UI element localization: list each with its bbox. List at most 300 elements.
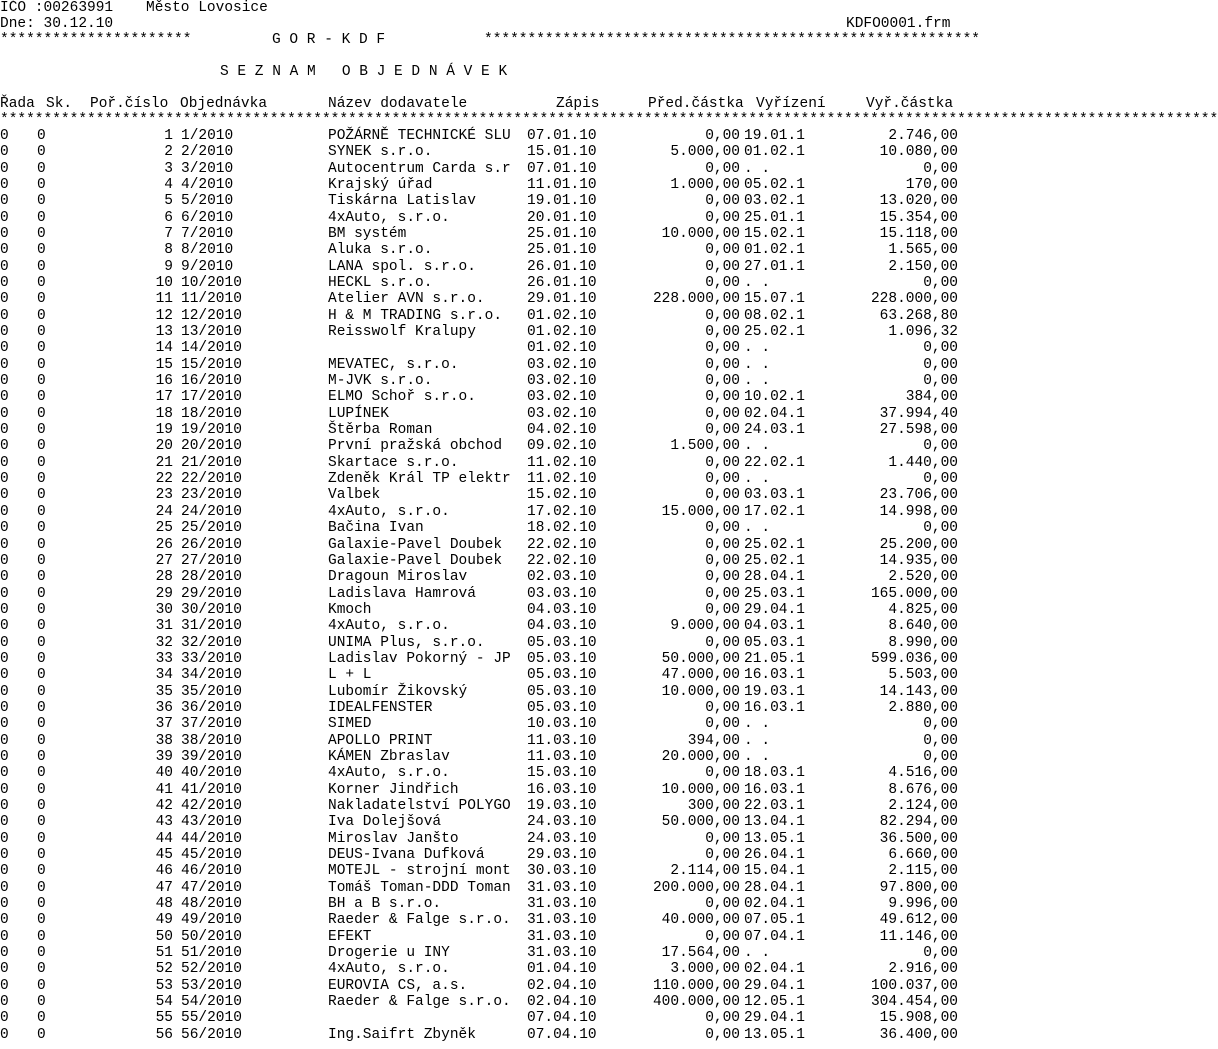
table-row xyxy=(0,978,960,994)
cell-vyrizeni: 26.04.1 xyxy=(744,846,805,863)
cell-nazev: Tiskárna Latislav xyxy=(328,193,476,210)
cell-sk: 0 xyxy=(37,748,46,765)
cell-sk: 0 xyxy=(37,765,46,782)
cell-sk: 0 xyxy=(37,846,46,863)
cell-por-cislo: 15 xyxy=(155,356,173,373)
cell-objednavka: 34/2010 xyxy=(181,667,242,684)
cell-sk: 0 xyxy=(37,716,46,733)
cell-pred-castka: 5.000,00 xyxy=(670,144,740,161)
table-row xyxy=(0,504,960,520)
cell-vyrizeni: 02.04.1 xyxy=(744,405,805,422)
cell-objednavka: 29/2010 xyxy=(181,585,242,602)
cell-rada: 0 xyxy=(0,389,9,406)
cell-sk: 0 xyxy=(37,895,46,912)
cell-zapis: 19.01.10 xyxy=(527,193,597,210)
cell-zapis: 09.02.10 xyxy=(527,438,597,455)
cell-objednavka: 30/2010 xyxy=(181,601,242,618)
cell-nazev: Galaxie-Pavel Doubek xyxy=(328,552,503,569)
cell-zapis: 03.02.10 xyxy=(527,405,597,422)
cell-por-cislo: 24 xyxy=(155,503,173,520)
cell-rada: 0 xyxy=(0,160,9,177)
cell-pred-castka: 15.000,00 xyxy=(661,503,740,520)
cell-por-cislo: 38 xyxy=(155,732,173,749)
cell-nazev: H & M TRADING s.r.o. xyxy=(328,307,503,324)
cell-rada: 0 xyxy=(0,994,9,1011)
cell-por-cislo: 10 xyxy=(155,275,173,292)
cell-vyr-castka: 2.520,00 xyxy=(888,569,958,586)
cell-objednavka: 32/2010 xyxy=(181,634,242,651)
table-row xyxy=(0,945,960,961)
table-row xyxy=(0,749,960,765)
cell-vyrizeni: 03.02.1 xyxy=(744,193,805,210)
cell-nazev: Kmoch xyxy=(328,601,372,618)
cell-vyr-castka: 0,00 xyxy=(923,356,958,373)
header-line-3 xyxy=(0,32,980,48)
cell-por-cislo: 42 xyxy=(155,797,173,814)
cell-pred-castka: 0,00 xyxy=(705,585,740,602)
cell-vyrizeni: 25.02.1 xyxy=(744,324,805,341)
cell-rada: 0 xyxy=(0,650,9,667)
cell-zapis: 24.03.10 xyxy=(527,830,597,847)
cell-sk: 0 xyxy=(37,160,46,177)
cell-por-cislo: 43 xyxy=(155,814,173,831)
cell-nazev: Bačina Ivan xyxy=(328,520,424,537)
cell-zapis: 16.03.10 xyxy=(527,781,597,798)
cell-sk: 0 xyxy=(37,422,46,439)
cell-vyr-castka: 0,00 xyxy=(923,275,958,292)
cell-objednavka: 38/2010 xyxy=(181,732,242,749)
cell-por-cislo: 32 xyxy=(155,634,173,651)
cell-nazev: Zdeněk Král TP elektr xyxy=(328,471,511,488)
cell-objednavka: 36/2010 xyxy=(181,699,242,716)
cell-vyrizeni: 29.04.1 xyxy=(744,977,805,994)
cell-por-cislo: 16 xyxy=(155,373,173,390)
table-row xyxy=(0,406,960,422)
cell-pred-castka: 0,00 xyxy=(705,569,740,586)
cell-vyr-castka: 165.000,00 xyxy=(870,585,958,602)
cell-vyrizeni: 01.02.1 xyxy=(744,144,805,161)
cell-por-cislo: 20 xyxy=(155,438,173,455)
cell-nazev: Lubomír Žikovský xyxy=(328,683,468,700)
cell-vyr-castka: 27.598,00 xyxy=(879,422,958,439)
cell-vyr-castka: 384,00 xyxy=(905,389,958,406)
cell-objednavka: 6/2010 xyxy=(181,209,234,226)
cell-zapis: 10.03.10 xyxy=(527,716,597,733)
cell-zapis: 05.03.10 xyxy=(527,699,597,716)
cell-objednavka: 23/2010 xyxy=(181,487,242,504)
cell-zapis: 02.04.10 xyxy=(527,994,597,1011)
cell-rada: 0 xyxy=(0,373,9,390)
cell-vyrizeni: . . xyxy=(744,340,771,357)
cell-por-cislo: 52 xyxy=(155,961,173,978)
cell-nazev: UNIMA Plus, s.r.o. xyxy=(328,634,485,651)
cell-vyr-castka: 8.990,00 xyxy=(888,634,958,651)
cell-vyrizeni: . . xyxy=(744,520,771,537)
table-row xyxy=(0,863,960,879)
cell-objednavka: 19/2010 xyxy=(181,422,242,439)
cell-pred-castka: 10.000,00 xyxy=(661,781,740,798)
cell-por-cislo: 17 xyxy=(155,389,173,406)
cell-rada: 0 xyxy=(0,945,9,961)
cell-objednavka: 41/2010 xyxy=(181,781,242,798)
ico-label: IČO :00263991 xyxy=(0,0,114,16)
cell-zapis: 05.03.10 xyxy=(527,667,597,684)
cell-rada: 0 xyxy=(0,797,9,814)
cell-zapis: 01.02.10 xyxy=(527,307,597,324)
cell-vyrizeni: 01.02.1 xyxy=(744,242,805,259)
cell-vyr-castka: 0,00 xyxy=(923,716,958,733)
cell-vyr-castka: 11.146,00 xyxy=(879,928,958,945)
cell-zapis: 30.03.10 xyxy=(527,863,597,880)
cell-vyr-castka: 0,00 xyxy=(923,732,958,749)
table-row xyxy=(0,226,960,242)
cell-rada: 0 xyxy=(0,144,9,161)
cell-por-cislo: 41 xyxy=(155,781,173,798)
cell-por-cislo: 48 xyxy=(155,895,173,912)
cell-vyrizeni: 12.05.1 xyxy=(744,994,805,1011)
cell-objednavka: 4/2010 xyxy=(181,177,234,194)
cell-nazev: IDEALFENSTER xyxy=(328,699,433,716)
col-objednavka: Objednávka xyxy=(180,96,268,112)
cell-vyr-castka: 170,00 xyxy=(905,177,958,194)
cell-vyr-castka: 37.994,40 xyxy=(879,405,958,422)
cell-pred-castka: 0,00 xyxy=(705,242,740,259)
cell-pred-castka: 0,00 xyxy=(705,471,740,488)
cell-sk: 0 xyxy=(37,667,46,684)
cell-zapis: 01.04.10 xyxy=(527,961,597,978)
cell-objednavka: 5/2010 xyxy=(181,193,234,210)
cell-sk: 0 xyxy=(37,340,46,357)
cell-sk: 0 xyxy=(37,863,46,880)
cell-objednavka: 2/2010 xyxy=(181,144,234,161)
cell-sk: 0 xyxy=(37,405,46,422)
cell-zapis: 17.02.10 xyxy=(527,503,597,520)
cell-nazev: 4xAuto, s.r.o. xyxy=(328,503,450,520)
cell-por-cislo: 36 xyxy=(155,699,173,716)
cell-pred-castka: 0,00 xyxy=(705,699,740,716)
cell-pred-castka: 9.000,00 xyxy=(670,618,740,635)
cell-vyrizeni: 16.03.1 xyxy=(744,667,805,684)
cell-rada: 0 xyxy=(0,291,9,308)
table-row xyxy=(0,700,960,716)
cell-sk: 0 xyxy=(37,585,46,602)
cell-zapis: 29.03.10 xyxy=(527,846,597,863)
cell-rada: 0 xyxy=(0,618,9,635)
cell-zapis: 15.02.10 xyxy=(527,487,597,504)
cell-nazev: EFEKT xyxy=(328,928,372,945)
cell-por-cislo: 26 xyxy=(155,536,173,553)
table-row xyxy=(0,798,960,814)
cell-pred-castka: 394,00 xyxy=(687,732,740,749)
cell-objednavka: 26/2010 xyxy=(181,536,242,553)
cell-vyr-castka: 1.440,00 xyxy=(888,454,958,471)
stars-right: ********************************************************* xyxy=(484,32,980,48)
cell-objednavka: 11/2010 xyxy=(181,291,242,308)
cell-pred-castka: 10.000,00 xyxy=(661,683,740,700)
table-row xyxy=(0,569,960,585)
cell-pred-castka: 3.000,00 xyxy=(670,961,740,978)
cell-nazev: Raeder & Falge s.r.o. xyxy=(328,912,511,929)
cell-zapis: 31.03.10 xyxy=(527,912,597,929)
cell-rada: 0 xyxy=(0,699,9,716)
cell-sk: 0 xyxy=(37,928,46,945)
cell-pred-castka: 0,00 xyxy=(705,373,740,390)
cell-objednavka: 16/2010 xyxy=(181,373,242,390)
cell-vyrizeni: 18.03.1 xyxy=(744,765,805,782)
cell-por-cislo: 39 xyxy=(155,748,173,765)
town-name: Město Lovosice xyxy=(146,0,268,16)
cell-objednavka: 27/2010 xyxy=(181,552,242,569)
table-row xyxy=(0,177,960,193)
cell-pred-castka: 0,00 xyxy=(705,405,740,422)
cell-vyr-castka: 13.020,00 xyxy=(879,193,958,210)
cell-por-cislo: 22 xyxy=(155,471,173,488)
cell-rada: 0 xyxy=(0,879,9,896)
cell-por-cislo: 25 xyxy=(155,520,173,537)
cell-rada: 0 xyxy=(0,422,9,439)
cell-zapis: 22.02.10 xyxy=(527,552,597,569)
cell-vyr-castka: 15.908,00 xyxy=(879,1010,958,1027)
table-row xyxy=(0,553,960,569)
table-row xyxy=(0,782,960,798)
cell-zapis: 18.02.10 xyxy=(527,520,597,537)
cell-sk: 0 xyxy=(37,242,46,259)
cell-objednavka: 40/2010 xyxy=(181,765,242,782)
table-row xyxy=(0,831,960,847)
table-row xyxy=(0,651,960,667)
cell-rada: 0 xyxy=(0,863,9,880)
cell-vyr-castka: 14.143,00 xyxy=(879,683,958,700)
cell-vyrizeni: . . xyxy=(744,716,771,733)
cell-sk: 0 xyxy=(37,732,46,749)
cell-sk: 0 xyxy=(37,356,46,373)
cell-nazev: SYNEK s.r.o. xyxy=(328,144,433,161)
cell-vyr-castka: 5.503,00 xyxy=(888,667,958,684)
table-row xyxy=(0,373,960,389)
cell-rada: 0 xyxy=(0,961,9,978)
cell-vyrizeni: 10.02.1 xyxy=(744,389,805,406)
header-line-2 xyxy=(0,16,960,32)
cell-por-cislo: 14 xyxy=(155,340,173,357)
cell-vyr-castka: 36.400,00 xyxy=(879,1026,958,1043)
cell-nazev: MOTEJL - strojní mont xyxy=(328,863,511,880)
table-row xyxy=(0,308,960,324)
cell-zapis: 25.01.10 xyxy=(527,242,597,259)
cell-nazev: ELMO Schoř s.r.o. xyxy=(328,389,476,406)
cell-vyr-castka: 0,00 xyxy=(923,945,958,961)
cell-rada: 0 xyxy=(0,716,9,733)
col-pred-castka: Před.částka xyxy=(648,96,744,112)
cell-por-cislo: 33 xyxy=(155,650,173,667)
cell-por-cislo: 4 xyxy=(164,177,173,194)
cell-pred-castka: 0,00 xyxy=(705,128,740,144)
cell-zapis: 05.03.10 xyxy=(527,683,597,700)
table-row xyxy=(0,733,960,749)
cell-pred-castka: 0,00 xyxy=(705,193,740,210)
cell-nazev: Valbek xyxy=(328,487,381,504)
table-row xyxy=(0,357,960,373)
cell-vyr-castka: 36.500,00 xyxy=(879,830,958,847)
cell-zapis: 07.01.10 xyxy=(527,128,597,144)
cell-sk: 0 xyxy=(37,209,46,226)
cell-rada: 0 xyxy=(0,356,9,373)
cell-objednavka: 33/2010 xyxy=(181,650,242,667)
cell-nazev: LANA spol. s.r.o. xyxy=(328,258,476,275)
cell-sk: 0 xyxy=(37,830,46,847)
cell-objednavka: 14/2010 xyxy=(181,340,242,357)
table-row xyxy=(0,586,960,602)
cell-rada: 0 xyxy=(0,503,9,520)
cell-zapis: 26.01.10 xyxy=(527,258,597,275)
cell-pred-castka: 50.000,00 xyxy=(661,650,740,667)
cell-objednavka: 47/2010 xyxy=(181,879,242,896)
cell-vyr-castka: 14.998,00 xyxy=(879,503,958,520)
column-header-row xyxy=(0,96,960,112)
cell-vyr-castka: 1.565,00 xyxy=(888,242,958,259)
cell-por-cislo: 35 xyxy=(155,683,173,700)
cell-objednavka: 22/2010 xyxy=(181,471,242,488)
cell-rada: 0 xyxy=(0,438,9,455)
stars-left: ********************** xyxy=(0,32,192,48)
cell-objednavka: 51/2010 xyxy=(181,945,242,961)
cell-sk: 0 xyxy=(37,912,46,929)
cell-sk: 0 xyxy=(37,601,46,618)
cell-zapis: 11.03.10 xyxy=(527,732,597,749)
cell-sk: 0 xyxy=(37,961,46,978)
cell-vyr-castka: 2.124,00 xyxy=(888,797,958,814)
col-por-cislo: Poř.číslo xyxy=(90,96,169,112)
cell-zapis: 26.01.10 xyxy=(527,275,597,292)
cell-rada: 0 xyxy=(0,814,9,831)
cell-pred-castka: 0,00 xyxy=(705,422,740,439)
cell-vyrizeni: . . xyxy=(744,356,771,373)
cell-vyrizeni: 05.03.1 xyxy=(744,634,805,651)
cell-objednavka: 43/2010 xyxy=(181,814,242,831)
cell-objednavka: 45/2010 xyxy=(181,846,242,863)
cell-pred-castka: 1.000,00 xyxy=(670,177,740,194)
cell-sk: 0 xyxy=(37,291,46,308)
cell-vyr-castka: 0,00 xyxy=(923,160,958,177)
cell-por-cislo: 51 xyxy=(155,945,173,961)
cell-vyr-castka: 0,00 xyxy=(923,438,958,455)
cell-objednavka: 31/2010 xyxy=(181,618,242,635)
cell-vyr-castka: 2.150,00 xyxy=(888,258,958,275)
cell-pred-castka: 0,00 xyxy=(705,324,740,341)
cell-rada: 0 xyxy=(0,569,9,586)
cell-nazev: 4xAuto, s.r.o. xyxy=(328,765,450,782)
cell-zapis: 07.04.10 xyxy=(527,1010,597,1027)
cell-zapis: 11.02.10 xyxy=(527,471,597,488)
cell-nazev: První pražská obchod xyxy=(328,438,503,455)
cell-por-cislo: 37 xyxy=(155,716,173,733)
cell-vyrizeni: 02.04.1 xyxy=(744,895,805,912)
cell-pred-castka: 0,00 xyxy=(705,928,740,945)
cell-nazev: APOLLO PRINT xyxy=(328,732,433,749)
cell-pred-castka: 10.000,00 xyxy=(661,226,740,243)
cell-sk: 0 xyxy=(37,128,46,144)
cell-pred-castka: 200.000,00 xyxy=(652,879,740,896)
cell-nazev: Korner Jindřich xyxy=(328,781,459,798)
cell-sk: 0 xyxy=(37,177,46,194)
cell-vyrizeni: 04.03.1 xyxy=(744,618,805,635)
separator-line: ******************************************************************************************************************************************** xyxy=(0,112,1218,128)
cell-vyr-castka: 6.660,00 xyxy=(888,846,958,863)
cell-rada: 0 xyxy=(0,471,9,488)
cell-rada: 0 xyxy=(0,275,9,292)
cell-vyrizeni: 15.07.1 xyxy=(744,291,805,308)
cell-sk: 0 xyxy=(37,781,46,798)
table-row xyxy=(0,389,960,405)
cell-pred-castka: 228.000,00 xyxy=(652,291,740,308)
cell-objednavka: 49/2010 xyxy=(181,912,242,929)
cell-sk: 0 xyxy=(37,650,46,667)
cell-rada: 0 xyxy=(0,520,9,537)
cell-zapis: 02.03.10 xyxy=(527,569,597,586)
header-line-1 xyxy=(0,0,960,16)
cell-pred-castka: 0,00 xyxy=(705,536,740,553)
cell-vyrizeni: 28.04.1 xyxy=(744,569,805,586)
cell-por-cislo: 21 xyxy=(155,454,173,471)
cell-nazev: Skartace s.r.o. xyxy=(328,454,459,471)
cell-vyrizeni: 08.02.1 xyxy=(744,307,805,324)
cell-sk: 0 xyxy=(37,373,46,390)
cell-zapis: 04.02.10 xyxy=(527,422,597,439)
cell-rada: 0 xyxy=(0,1026,9,1043)
table-row xyxy=(0,635,960,651)
cell-vyr-castka: 2.115,00 xyxy=(888,863,958,880)
table-row xyxy=(0,210,960,226)
cell-rada: 0 xyxy=(0,667,9,684)
cell-vyr-castka: 8.676,00 xyxy=(888,781,958,798)
cell-vyr-castka: 97.800,00 xyxy=(879,879,958,896)
cell-sk: 0 xyxy=(37,1026,46,1043)
cell-vyrizeni: 25.03.1 xyxy=(744,585,805,602)
cell-rada: 0 xyxy=(0,405,9,422)
cell-rada: 0 xyxy=(0,552,9,569)
cell-vyrizeni: 07.05.1 xyxy=(744,912,805,929)
cell-vyrizeni: 25.02.1 xyxy=(744,552,805,569)
cell-pred-castka: 0,00 xyxy=(705,307,740,324)
cell-rada: 0 xyxy=(0,683,9,700)
cell-objednavka: 56/2010 xyxy=(181,1026,242,1043)
cell-nazev: Dragoun Miroslav xyxy=(328,569,468,586)
table-row xyxy=(0,994,960,1010)
cell-nazev: Autocentrum Carda s.r xyxy=(328,160,511,177)
col-zapis: Zápis xyxy=(556,96,600,112)
cell-sk: 0 xyxy=(37,258,46,275)
cell-zapis: 22.02.10 xyxy=(527,536,597,553)
cell-nazev: L + L xyxy=(328,667,372,684)
cell-objednavka: 28/2010 xyxy=(181,569,242,586)
cell-nazev: SIMED xyxy=(328,716,372,733)
cell-pred-castka: 0,00 xyxy=(705,552,740,569)
cell-vyr-castka: 599.036,00 xyxy=(870,650,958,667)
cell-vyrizeni: 25.02.1 xyxy=(744,536,805,553)
cell-nazev: 4xAuto, s.r.o. xyxy=(328,961,450,978)
cell-por-cislo: 6 xyxy=(164,209,173,226)
cell-sk: 0 xyxy=(37,454,46,471)
cell-nazev: 4xAuto, s.r.o. xyxy=(328,209,450,226)
table-row xyxy=(0,880,960,896)
cell-sk: 0 xyxy=(37,977,46,994)
cell-por-cislo: 2 xyxy=(164,144,173,161)
cell-objednavka: 24/2010 xyxy=(181,503,242,520)
cell-vyr-castka: 23.706,00 xyxy=(879,487,958,504)
cell-vyrizeni: 07.04.1 xyxy=(744,928,805,945)
cell-vyr-castka: 15.354,00 xyxy=(879,209,958,226)
cell-vyrizeni: 15.02.1 xyxy=(744,226,805,243)
cell-sk: 0 xyxy=(37,552,46,569)
